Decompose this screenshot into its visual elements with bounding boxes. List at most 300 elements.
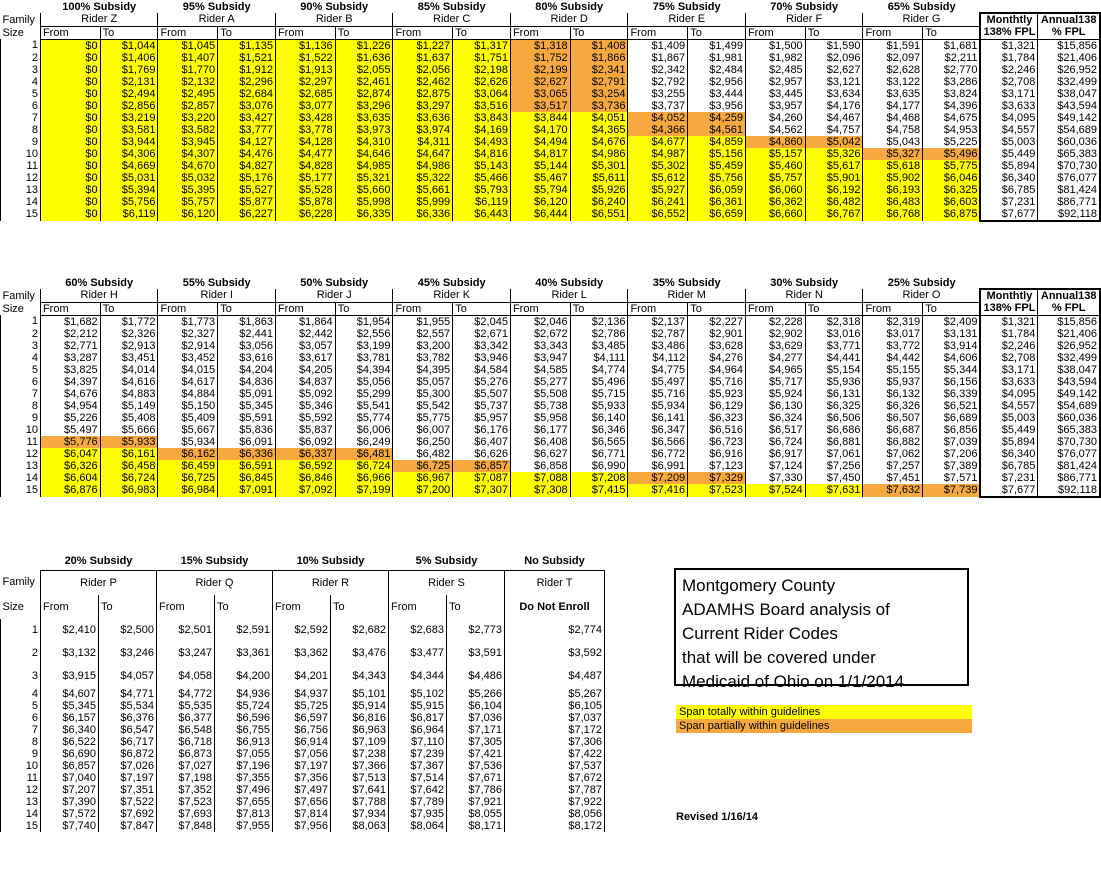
- income-cell: $5,591: [218, 412, 276, 424]
- income-cell: $6,443: [453, 208, 511, 221]
- income-cell: $4,828: [275, 160, 335, 172]
- from-label: From: [273, 595, 331, 619]
- monthly-value: $3,633: [980, 376, 1037, 388]
- to-label: To: [100, 26, 158, 39]
- income-cell: $6,768: [863, 208, 923, 221]
- income-cell: $0: [40, 76, 100, 88]
- income-cell: $7,171: [447, 724, 505, 736]
- income-cell: $2,319: [863, 315, 923, 328]
- income-cell: $3,825: [40, 364, 100, 376]
- income-cell: $7,572: [41, 808, 99, 820]
- income-cell: $3,132: [41, 642, 99, 665]
- family-size: 11: [1, 160, 41, 172]
- income-cell: $6,193: [863, 184, 923, 196]
- revised-date: Revised 1/16/14: [676, 811, 758, 823]
- to-label: To: [688, 26, 746, 39]
- income-cell: $3,476: [331, 642, 389, 665]
- income-cell: $5,837: [275, 424, 335, 436]
- income-cell: $6,548: [157, 724, 215, 736]
- income-cell: $6,119: [453, 196, 511, 208]
- family-size: 6: [1, 376, 41, 388]
- income-cell: $7,786: [447, 784, 505, 796]
- income-cell: $3,824: [923, 88, 981, 100]
- income-cell: $6,857: [453, 460, 511, 472]
- from-label: From: [275, 26, 335, 39]
- income-cell: $0: [40, 88, 100, 100]
- income-cell: $6,565: [570, 436, 628, 448]
- income-cell: $5,924: [745, 388, 805, 400]
- income-cell: $6,983: [100, 484, 158, 497]
- income-cell: $4,675: [923, 112, 981, 124]
- income-cell: $7,027: [157, 760, 215, 772]
- income-cell: $2,461: [335, 76, 393, 88]
- income-cell: $2,557: [393, 328, 453, 340]
- income-cell: $4,493: [453, 136, 511, 148]
- income-cell: $5,666: [100, 424, 158, 436]
- income-cell: $5,534: [99, 700, 157, 712]
- family-size: 3: [1, 64, 41, 76]
- income-cell: $7,642: [389, 784, 447, 796]
- from-label: From: [41, 595, 99, 619]
- income-cell: $4,561: [688, 124, 746, 136]
- income-cell: $1,982: [745, 52, 805, 64]
- rider-header: Rider H: [40, 289, 158, 302]
- income-cell: $6,192: [805, 184, 863, 196]
- income-cell: $2,131: [100, 76, 158, 88]
- income-cell: $4,394: [335, 364, 393, 376]
- income-cell: $4,771: [99, 688, 157, 700]
- income-cell: $6,626: [453, 448, 511, 460]
- annual-value: $65,383: [1038, 148, 1100, 160]
- income-cell: $6,724: [745, 436, 805, 448]
- from-label: From: [157, 595, 215, 619]
- income-cell: $6,603: [923, 196, 981, 208]
- annual-value: $86,771: [1038, 196, 1100, 208]
- income-cell: $4,467: [805, 112, 863, 124]
- income-cell: $7,655: [215, 796, 273, 808]
- income-cell: $4,311: [393, 136, 453, 148]
- income-cell: $3,945: [158, 136, 218, 148]
- family-size: 12: [1, 784, 41, 796]
- no-subsidy-value: $7,422: [505, 748, 605, 760]
- income-cell: $5,617: [805, 160, 863, 172]
- income-cell: $5,878: [275, 196, 335, 208]
- income-cell: $2,902: [745, 328, 805, 340]
- income-cell: $5,408: [100, 412, 158, 424]
- from-label: From: [863, 26, 923, 39]
- income-cell: $3,076: [218, 100, 276, 112]
- income-cell: $0: [40, 64, 100, 76]
- income-cell: $4,964: [688, 364, 746, 376]
- income-cell: $1,769: [100, 64, 158, 76]
- income-cell: $0: [40, 172, 100, 184]
- income-cell: $6,627: [510, 448, 570, 460]
- income-cell: $4,127: [218, 136, 276, 148]
- family-size: 15: [1, 484, 41, 497]
- income-cell: $3,844: [510, 112, 570, 124]
- note-line: Montgomery County: [682, 576, 836, 595]
- from-label: From: [393, 302, 453, 315]
- no-subsidy-value: $7,787: [505, 784, 605, 796]
- income-cell: $1,317: [453, 39, 511, 52]
- subsidy-header: 25% Subsidy: [887, 276, 956, 289]
- to-label: To: [805, 302, 863, 315]
- income-cell: $5,467: [510, 172, 570, 184]
- income-cell: $1,135: [218, 39, 276, 52]
- monthly-value: $1,321: [980, 39, 1037, 52]
- income-cell: $6,724: [100, 472, 158, 484]
- income-cell: $7,355: [215, 772, 273, 784]
- income-cell: $4,670: [158, 160, 218, 172]
- income-cell: $5,757: [745, 172, 805, 184]
- from-label: From: [393, 26, 453, 39]
- income-cell: $4,494: [510, 136, 570, 148]
- income-cell: $6,407: [453, 436, 511, 448]
- income-cell: $7,788: [331, 796, 389, 808]
- income-cell: $7,352: [157, 784, 215, 796]
- income-cell: $6,059: [688, 184, 746, 196]
- income-cell: $6,376: [99, 712, 157, 724]
- subsidy-header: 35% Subsidy: [652, 276, 721, 289]
- income-cell: $7,524: [745, 484, 805, 497]
- income-cell: $3,219: [100, 112, 158, 124]
- income-cell: $3,957: [745, 100, 805, 112]
- income-cell: $3,220: [158, 112, 218, 124]
- family-size: 8: [1, 400, 41, 412]
- income-cell: $7,921: [447, 796, 505, 808]
- income-cell: $6,458: [100, 460, 158, 472]
- income-cell: $4,169: [453, 124, 511, 136]
- income-cell: $4,677: [628, 136, 688, 148]
- subsidy-header: 70% Subsidy: [770, 0, 839, 13]
- income-cell: $7,421: [447, 748, 505, 760]
- income-cell: $6,856: [923, 424, 981, 436]
- income-cell: $7,935: [389, 808, 447, 820]
- income-cell: $4,936: [215, 688, 273, 700]
- income-cell: $7,092: [275, 484, 335, 497]
- annual-value: $38,047: [1038, 88, 1100, 100]
- income-cell: $3,428: [275, 112, 335, 124]
- income-cell: $3,516: [453, 100, 511, 112]
- income-cell: $1,867: [628, 52, 688, 64]
- no-subsidy-value: $4,487: [505, 665, 605, 688]
- income-cell: $4,365: [570, 124, 628, 136]
- income-cell: $3,736: [570, 100, 628, 112]
- annual-value: $70,730: [1038, 160, 1100, 172]
- income-cell: $7,110: [389, 736, 447, 748]
- income-cell: $1,681: [923, 39, 981, 52]
- income-cell: $7,366: [331, 760, 389, 772]
- income-cell: $4,128: [275, 136, 335, 148]
- income-cell: $4,883: [100, 388, 158, 400]
- income-cell: $5,756: [688, 172, 746, 184]
- from-label: From: [745, 302, 805, 315]
- income-cell: $2,410: [41, 619, 99, 642]
- income-cell: $5,756: [100, 196, 158, 208]
- monthly-value: $6,785: [980, 460, 1037, 472]
- income-cell: $6,227: [218, 208, 276, 221]
- income-cell: $3,629: [745, 340, 805, 352]
- monthly-value: $5,449: [980, 148, 1037, 160]
- income-cell: $2,500: [99, 619, 157, 642]
- pct-fpl-label: % FPL: [1038, 26, 1100, 39]
- income-cell: $7,513: [331, 772, 389, 784]
- to-label: To: [335, 302, 393, 315]
- monthly-header: Monthtly: [980, 289, 1037, 302]
- income-cell: $5,326: [805, 148, 863, 160]
- family-size: 10: [1, 424, 41, 436]
- annual-value: $70,730: [1038, 436, 1100, 448]
- income-cell: $6,686: [805, 424, 863, 436]
- income-cell: $3,782: [393, 352, 453, 364]
- income-cell: $4,015: [158, 364, 218, 376]
- income-cell: $4,052: [628, 112, 688, 124]
- income-cell: $5,611: [570, 172, 628, 184]
- income-cell: $5,660: [335, 184, 393, 196]
- income-cell: $5,934: [158, 436, 218, 448]
- income-cell: $5,497: [628, 376, 688, 388]
- income-cell: $6,723: [688, 436, 746, 448]
- income-cell: $2,097: [863, 52, 923, 64]
- annual-value: $54,689: [1038, 400, 1100, 412]
- income-cell: $6,346: [570, 424, 628, 436]
- income-cell: $4,937: [273, 688, 331, 700]
- income-cell: $3,017: [863, 328, 923, 340]
- income-cell: $2,132: [158, 76, 218, 88]
- income-cell: $5,793: [453, 184, 511, 196]
- from-label: From: [863, 302, 923, 315]
- income-cell: $6,336: [393, 208, 453, 221]
- income-cell: $1,500: [745, 39, 805, 52]
- subsidy-header: 10% Subsidy: [273, 552, 389, 570]
- family-size: 3: [1, 340, 41, 352]
- monthly-value: $4,557: [980, 400, 1037, 412]
- income-cell: $1,773: [158, 315, 218, 328]
- income-cell: $5,775: [923, 160, 981, 172]
- from-label: From: [40, 26, 100, 39]
- income-cell: $5,345: [218, 400, 276, 412]
- income-cell: $6,817: [389, 712, 447, 724]
- income-cell: $4,562: [745, 124, 805, 136]
- income-cell: $3,772: [863, 340, 923, 352]
- income-cell: $7,497: [273, 784, 331, 796]
- income-cell: $6,522: [41, 736, 99, 748]
- income-cell: $0: [40, 124, 100, 136]
- income-cell: $4,607: [41, 688, 99, 700]
- income-cell: $6,845: [218, 472, 276, 484]
- subsidy-header: 20% Subsidy: [41, 552, 157, 570]
- income-cell: $5,836: [218, 424, 276, 436]
- no-subsidy-value: $7,306: [505, 736, 605, 748]
- income-cell: $6,482: [393, 448, 453, 460]
- income-cell: $7,039: [923, 436, 981, 448]
- income-cell: $1,955: [393, 315, 453, 328]
- income-cell: $6,325: [805, 400, 863, 412]
- income-cell: $4,200: [215, 665, 273, 688]
- income-cell: $5,459: [688, 160, 746, 172]
- income-cell: $4,669: [100, 160, 158, 172]
- income-cell: $6,250: [393, 436, 453, 448]
- income-cell: $7,206: [923, 448, 981, 460]
- income-cell: $6,517: [745, 424, 805, 436]
- income-cell: $4,584: [453, 364, 511, 376]
- income-cell: $7,814: [273, 808, 331, 820]
- income-cell: $6,990: [570, 460, 628, 472]
- income-cell: $3,617: [275, 352, 335, 364]
- subsidy-header: 100% Subsidy: [62, 0, 137, 13]
- from-label: From: [158, 26, 218, 39]
- from-label: From: [745, 26, 805, 39]
- income-cell: $5,057: [393, 376, 453, 388]
- income-cell: $7,367: [389, 760, 447, 772]
- income-cell: $6,660: [745, 208, 805, 221]
- income-cell: $4,986: [393, 160, 453, 172]
- to-label: To: [453, 26, 511, 39]
- family-size: 1: [1, 619, 41, 642]
- income-cell: $7,934: [331, 808, 389, 820]
- subsidy-header: 5% Subsidy: [389, 552, 505, 570]
- income-cell: $2,627: [805, 64, 863, 76]
- income-cell: $2,683: [389, 619, 447, 642]
- income-cell: $2,792: [628, 76, 688, 88]
- to-label: To: [215, 595, 273, 619]
- income-cell: $6,336: [218, 448, 276, 460]
- subsidy-header: 55% Subsidy: [182, 276, 251, 289]
- income-cell: $4,987: [628, 148, 688, 160]
- income-cell: $2,297: [275, 76, 335, 88]
- income-cell: $2,684: [218, 88, 276, 100]
- annual-value: $49,142: [1038, 388, 1100, 400]
- income-cell: $6,872: [99, 748, 157, 760]
- to-label: To: [218, 302, 276, 315]
- income-cell: $0: [40, 196, 100, 208]
- income-cell: $4,985: [335, 160, 393, 172]
- income-cell: $7,416: [628, 484, 688, 497]
- income-cell: $6,873: [157, 748, 215, 760]
- income-cell: $2,318: [805, 315, 863, 328]
- income-cell: $1,636: [335, 52, 393, 64]
- to-label: To: [923, 302, 981, 315]
- income-cell: $0: [40, 208, 100, 221]
- no-subsidy-value: $3,592: [505, 642, 605, 665]
- from-label: From: [158, 302, 218, 315]
- income-cell: $7,256: [805, 460, 863, 472]
- income-cell: $5,998: [335, 196, 393, 208]
- income-cell: $3,077: [275, 100, 335, 112]
- income-cell: $3,974: [393, 124, 453, 136]
- from-label: From: [389, 595, 447, 619]
- income-cell: $6,046: [923, 172, 981, 184]
- income-cell: $5,757: [158, 196, 218, 208]
- income-cell: $7,198: [157, 772, 215, 784]
- income-cell: $5,409: [158, 412, 218, 424]
- section1-table: [0, 0, 1101, 222]
- family-size: 6: [1, 100, 41, 112]
- income-cell: $5,724: [215, 700, 273, 712]
- income-cell: $6,339: [923, 388, 981, 400]
- income-cell: $3,286: [923, 76, 981, 88]
- legend-yellow: Span totally within guidelines: [676, 705, 972, 719]
- income-cell: $2,773: [447, 619, 505, 642]
- income-cell: $5,999: [393, 196, 453, 208]
- income-cell: $2,956: [688, 76, 746, 88]
- income-cell: $6,507: [863, 412, 923, 424]
- to-label: To: [805, 26, 863, 39]
- income-cell: $6,566: [628, 436, 688, 448]
- family-size: 13: [1, 184, 41, 196]
- income-cell: $5,528: [275, 184, 335, 196]
- income-cell: $2,045: [453, 315, 511, 328]
- income-cell: $6,771: [570, 448, 628, 460]
- monthly-value: $5,894: [980, 436, 1037, 448]
- income-cell: $3,343: [510, 340, 570, 352]
- income-cell: $7,197: [273, 760, 331, 772]
- income-cell: $1,045: [158, 39, 218, 52]
- income-cell: $2,786: [570, 328, 628, 340]
- income-cell: $2,770: [923, 64, 981, 76]
- annual-header: Annual138: [1038, 289, 1100, 302]
- income-cell: $7,124: [745, 460, 805, 472]
- income-cell: $0: [40, 184, 100, 196]
- from-label: From: [275, 302, 335, 315]
- income-cell: $2,055: [335, 64, 393, 76]
- income-cell: $5,774: [335, 412, 393, 424]
- monthly-value: $6,785: [980, 184, 1037, 196]
- income-cell: $3,255: [628, 88, 688, 100]
- income-cell: $6,597: [273, 712, 331, 724]
- income-cell: $6,967: [393, 472, 453, 484]
- income-cell: $3,444: [688, 88, 746, 100]
- subsidy-header: 85% Subsidy: [417, 0, 486, 13]
- family-size: 13: [1, 796, 41, 808]
- income-cell: $6,129: [688, 400, 746, 412]
- income-cell: $3,122: [863, 76, 923, 88]
- income-cell: $4,307: [158, 148, 218, 160]
- family-size: 14: [1, 808, 41, 820]
- income-cell: $7,955: [215, 820, 273, 832]
- income-cell: $1,751: [453, 52, 511, 64]
- income-cell: $1,409: [628, 39, 688, 52]
- income-cell: $1,981: [688, 52, 746, 64]
- note-line: ADAMHS Board analysis of: [682, 600, 890, 619]
- income-cell: $3,427: [218, 112, 276, 124]
- income-cell: $1,637: [393, 52, 453, 64]
- income-cell: $1,408: [570, 39, 628, 52]
- income-cell: $1,318: [510, 39, 570, 52]
- income-cell: $5,149: [100, 400, 158, 412]
- to-label: To: [570, 302, 628, 315]
- income-cell: $1,912: [218, 64, 276, 76]
- income-cell: $5,725: [273, 700, 331, 712]
- income-cell: $7,789: [389, 796, 447, 808]
- income-cell: $5,933: [100, 436, 158, 448]
- income-cell: $3,296: [335, 100, 393, 112]
- monthly-header: Monthtly: [980, 13, 1037, 26]
- income-cell: $7,671: [447, 772, 505, 784]
- family-size: 2: [1, 642, 41, 665]
- income-cell: $3,947: [510, 352, 570, 364]
- income-cell: $3,591: [447, 642, 505, 665]
- fpl-label: 138% FPL: [980, 26, 1037, 39]
- income-cell: $1,407: [158, 52, 218, 64]
- income-cell: $6,141: [628, 412, 688, 424]
- income-cell: $3,517: [510, 100, 570, 112]
- no-subsidy-value: $7,922: [505, 796, 605, 808]
- subsidy-header: 80% Subsidy: [535, 0, 604, 13]
- income-cell: $6,551: [570, 208, 628, 221]
- rider-header: Rider A: [158, 13, 276, 26]
- from-label: From: [628, 26, 688, 39]
